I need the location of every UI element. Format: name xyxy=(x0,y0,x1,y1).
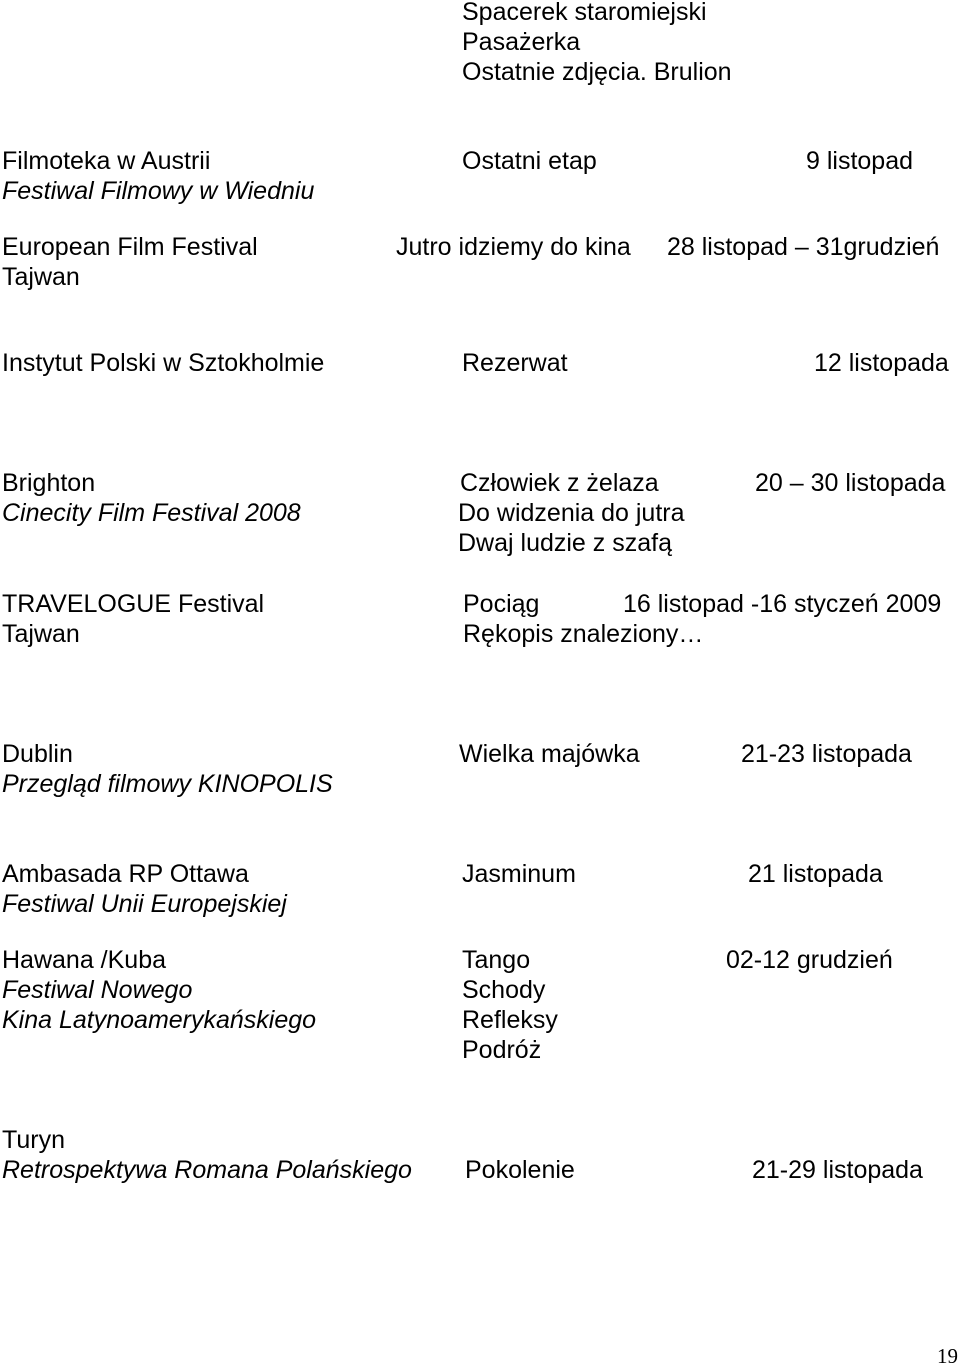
dates: 12 listopada xyxy=(814,349,949,377)
location: Tajwan xyxy=(2,263,80,291)
location: Tajwan xyxy=(2,620,80,648)
dates: 16 listopad -16 styczeń 2009 xyxy=(623,590,942,618)
film-title: Spacerek staromiejski xyxy=(462,0,707,26)
film-title: Do widzenia do jutra xyxy=(458,499,685,527)
dates: 21-23 listopada xyxy=(741,740,912,768)
venue: Ambasada RP Ottawa xyxy=(2,860,249,888)
venue: TRAVELOGUE Festival xyxy=(2,590,265,618)
film-title: Jutro idziemy do kina xyxy=(396,233,631,261)
event-name: Kina Latynoamerykańskiego xyxy=(2,1006,317,1034)
page-number: 19 xyxy=(937,1344,958,1368)
film-title: Rezerwat xyxy=(462,349,568,377)
film-title: Pokolenie xyxy=(465,1156,575,1184)
event-name: Retrospektywa Romana Polańskiego xyxy=(2,1156,412,1184)
film-title: Ostatni etap xyxy=(462,147,597,175)
film-title: Pasażerka xyxy=(462,28,581,56)
dates: 20 – 30 listopada xyxy=(755,469,946,497)
dates: 02-12 grudzień xyxy=(726,946,893,974)
film-title: Podróż xyxy=(462,1036,542,1064)
venue: Brighton xyxy=(2,469,96,497)
event-name: Festiwal Nowego xyxy=(2,976,193,1004)
venue: Turyn xyxy=(2,1126,65,1154)
film-title: Tango xyxy=(462,946,531,974)
film-title: Człowiek z żelaza xyxy=(460,469,659,497)
film-title: Pociąg xyxy=(463,590,540,618)
venue: Hawana /Kuba xyxy=(2,946,167,974)
dates: 21 listopada xyxy=(748,860,883,888)
event-name: Festiwal Filmowy w Wiedniu xyxy=(2,177,315,205)
venue: Dublin xyxy=(2,740,73,768)
event-name: Przegląd filmowy KINOPOLIS xyxy=(2,770,333,798)
venue: Filmoteka w Austrii xyxy=(2,147,211,175)
film-title: Ostatnie zdjęcia. Brulion xyxy=(462,58,732,86)
dates: 9 listopad xyxy=(806,147,914,175)
dates: 28 listopad – 31grudzień xyxy=(667,233,940,261)
event-name: Cinecity Film Festival 2008 xyxy=(2,499,301,527)
event-name: Festiwal Unii Europejskiej xyxy=(2,890,287,918)
film-title: Rękopis znaleziony… xyxy=(463,620,704,648)
venue: Instytut Polski w Sztokholmie xyxy=(2,349,325,377)
film-title: Wielka majówka xyxy=(459,740,640,768)
film-title: Jasminum xyxy=(462,860,576,888)
film-title: Schody xyxy=(462,976,546,1004)
film-title: Refleksy xyxy=(462,1006,558,1034)
film-title: Dwaj ludzie z szafą xyxy=(458,529,672,557)
dates: 21-29 listopada xyxy=(752,1156,923,1184)
venue: European Film Festival xyxy=(2,233,258,261)
